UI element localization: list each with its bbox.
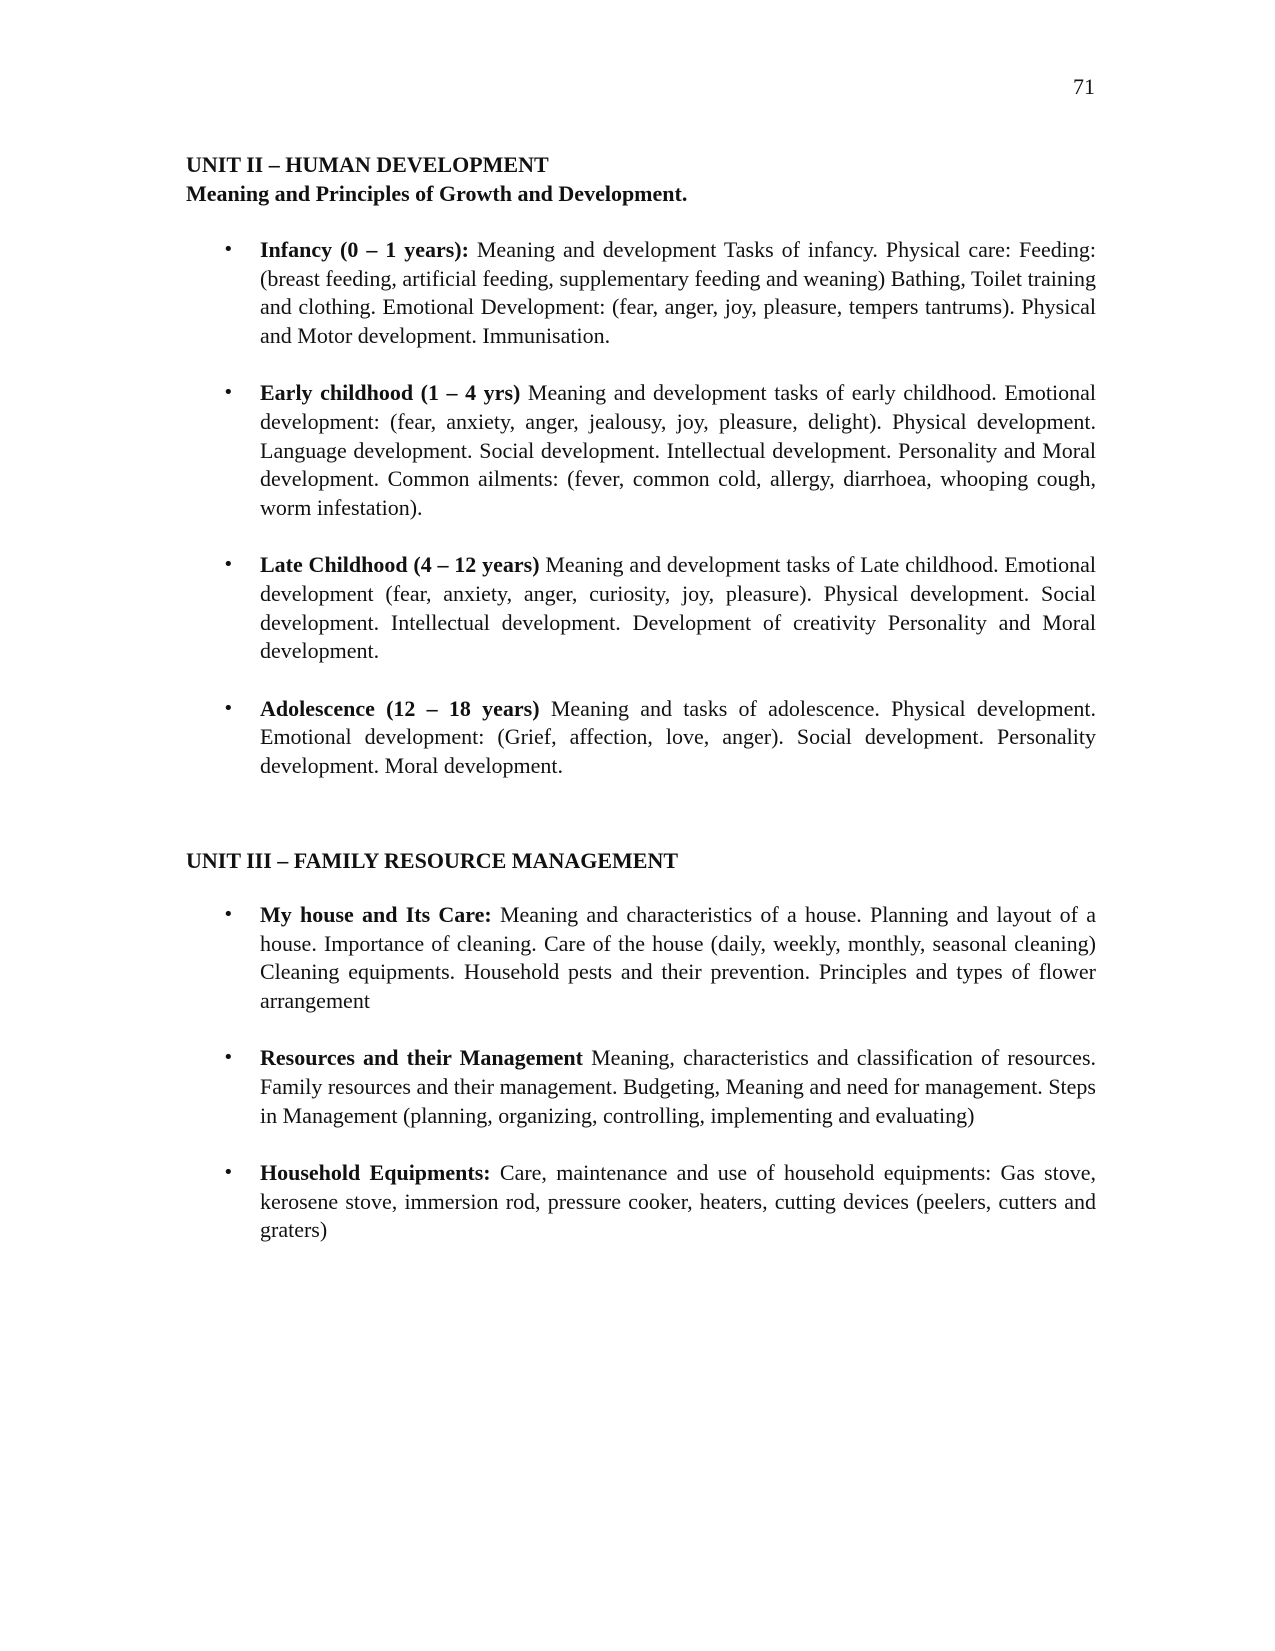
topic-heading: Infancy (0 – 1 years): bbox=[260, 237, 469, 262]
topic-text: Meaning, characteristics and classification of resources. Family resources and their management. Budgeting, Meaning and need for management. Steps in Management (planning, organizing, controlling, implementing and evaluating) bbox=[260, 1045, 1097, 1128]
bullet-icon: • bbox=[223, 697, 234, 719]
page-number: 71 bbox=[1073, 74, 1095, 99]
unit-2-heading bbox=[186, 150, 1086, 208]
topic-heading: Resources and their Management bbox=[260, 1045, 583, 1071]
topic-household-equipments bbox=[223, 1159, 1096, 1245]
unit-2-title: UNIT II – HUMAN DEVELOPMENT bbox=[186, 152, 549, 177]
topic-text: Care, maintenance and use of household equipments: Gas stove, kerosene stove, immersion rod, pressure cooker, heaters, cutting devices (peelers, cutters and graters) bbox=[260, 1160, 1096, 1243]
topic-infancy bbox=[223, 236, 1096, 350]
topic-text: Meaning and tasks of adolescence. Physical development. Emotional development: (Grief, affection, love, anger). Social development. Personality development. Moral development. bbox=[260, 695, 1096, 778]
topic-my-house bbox=[223, 901, 1096, 1015]
topic-late-childhood bbox=[223, 551, 1097, 665]
bullet-icon: • bbox=[223, 554, 234, 576]
bullet-icon: • bbox=[223, 1047, 234, 1069]
topic-heading: Late Childhood (4 – 12 years) bbox=[260, 552, 540, 578]
bullet-icon: • bbox=[223, 904, 234, 925]
unit-3-topic-list bbox=[223, 901, 1097, 1274]
bullet-icon: • bbox=[223, 239, 234, 260]
unit-3-heading bbox=[186, 846, 1086, 875]
topic-text: Meaning and development tasks of early childhood. Emotional development: (fear, anxiety, anger, jealousy, joy, pleasure, delight). Physical development. Language development. Social development. Intellectual development. Personality and Moral development. Common ailments: (fever, common cold, allergy, diarrhoea, whooping cough, worm infestation). bbox=[260, 380, 1096, 520]
topic-heading: Adolescence (12 – 18 years) bbox=[260, 695, 540, 721]
unit-2-topic-list bbox=[223, 236, 1097, 810]
unit-2-subtitle: Meaning and Principles of Growth and Development. bbox=[186, 181, 688, 206]
topic-resources bbox=[223, 1044, 1097, 1130]
topic-adolescence bbox=[223, 695, 1096, 781]
unit-3-title: UNIT III – FAMILY RESOURCE MANAGEMENT bbox=[186, 848, 679, 873]
topic-early-childhood bbox=[223, 379, 1096, 522]
bullet-icon: • bbox=[223, 1162, 234, 1184]
topic-heading: Early childhood (1 – 4 yrs) bbox=[260, 380, 521, 406]
topic-text: Meaning and development Tasks of infancy. Physical care: Feeding: (breast feeding, artificial feeding, supplementary feeding and weaning) Bathing, Toilet training and clothing. Emotional Development: (fear, anger, joy, pleasure, tempers tantrums). Physical and Motor development. Immunisation. bbox=[260, 237, 1096, 348]
bullet-icon: • bbox=[223, 382, 234, 404]
topic-text: Meaning and characteristics of a house. Planning and layout of a house. Importance of cleaning. Care of the house (daily, weekly, monthly, seasonal cleaning) Cleaning equipments. Household pests and their prevention. Principles and types of flower arrangement bbox=[260, 902, 1096, 1013]
topic-heading: Household Equipments: bbox=[260, 1160, 491, 1186]
topic-heading: My house and Its Care: bbox=[260, 902, 492, 927]
topic-text: Meaning and development tasks of Late childhood. Emotional development (fear, anxiety, anger, curiosity, joy, pleasure). Physical development. Social development. Intellectual development. Development of creativity Personality and Moral development. bbox=[260, 552, 1097, 664]
